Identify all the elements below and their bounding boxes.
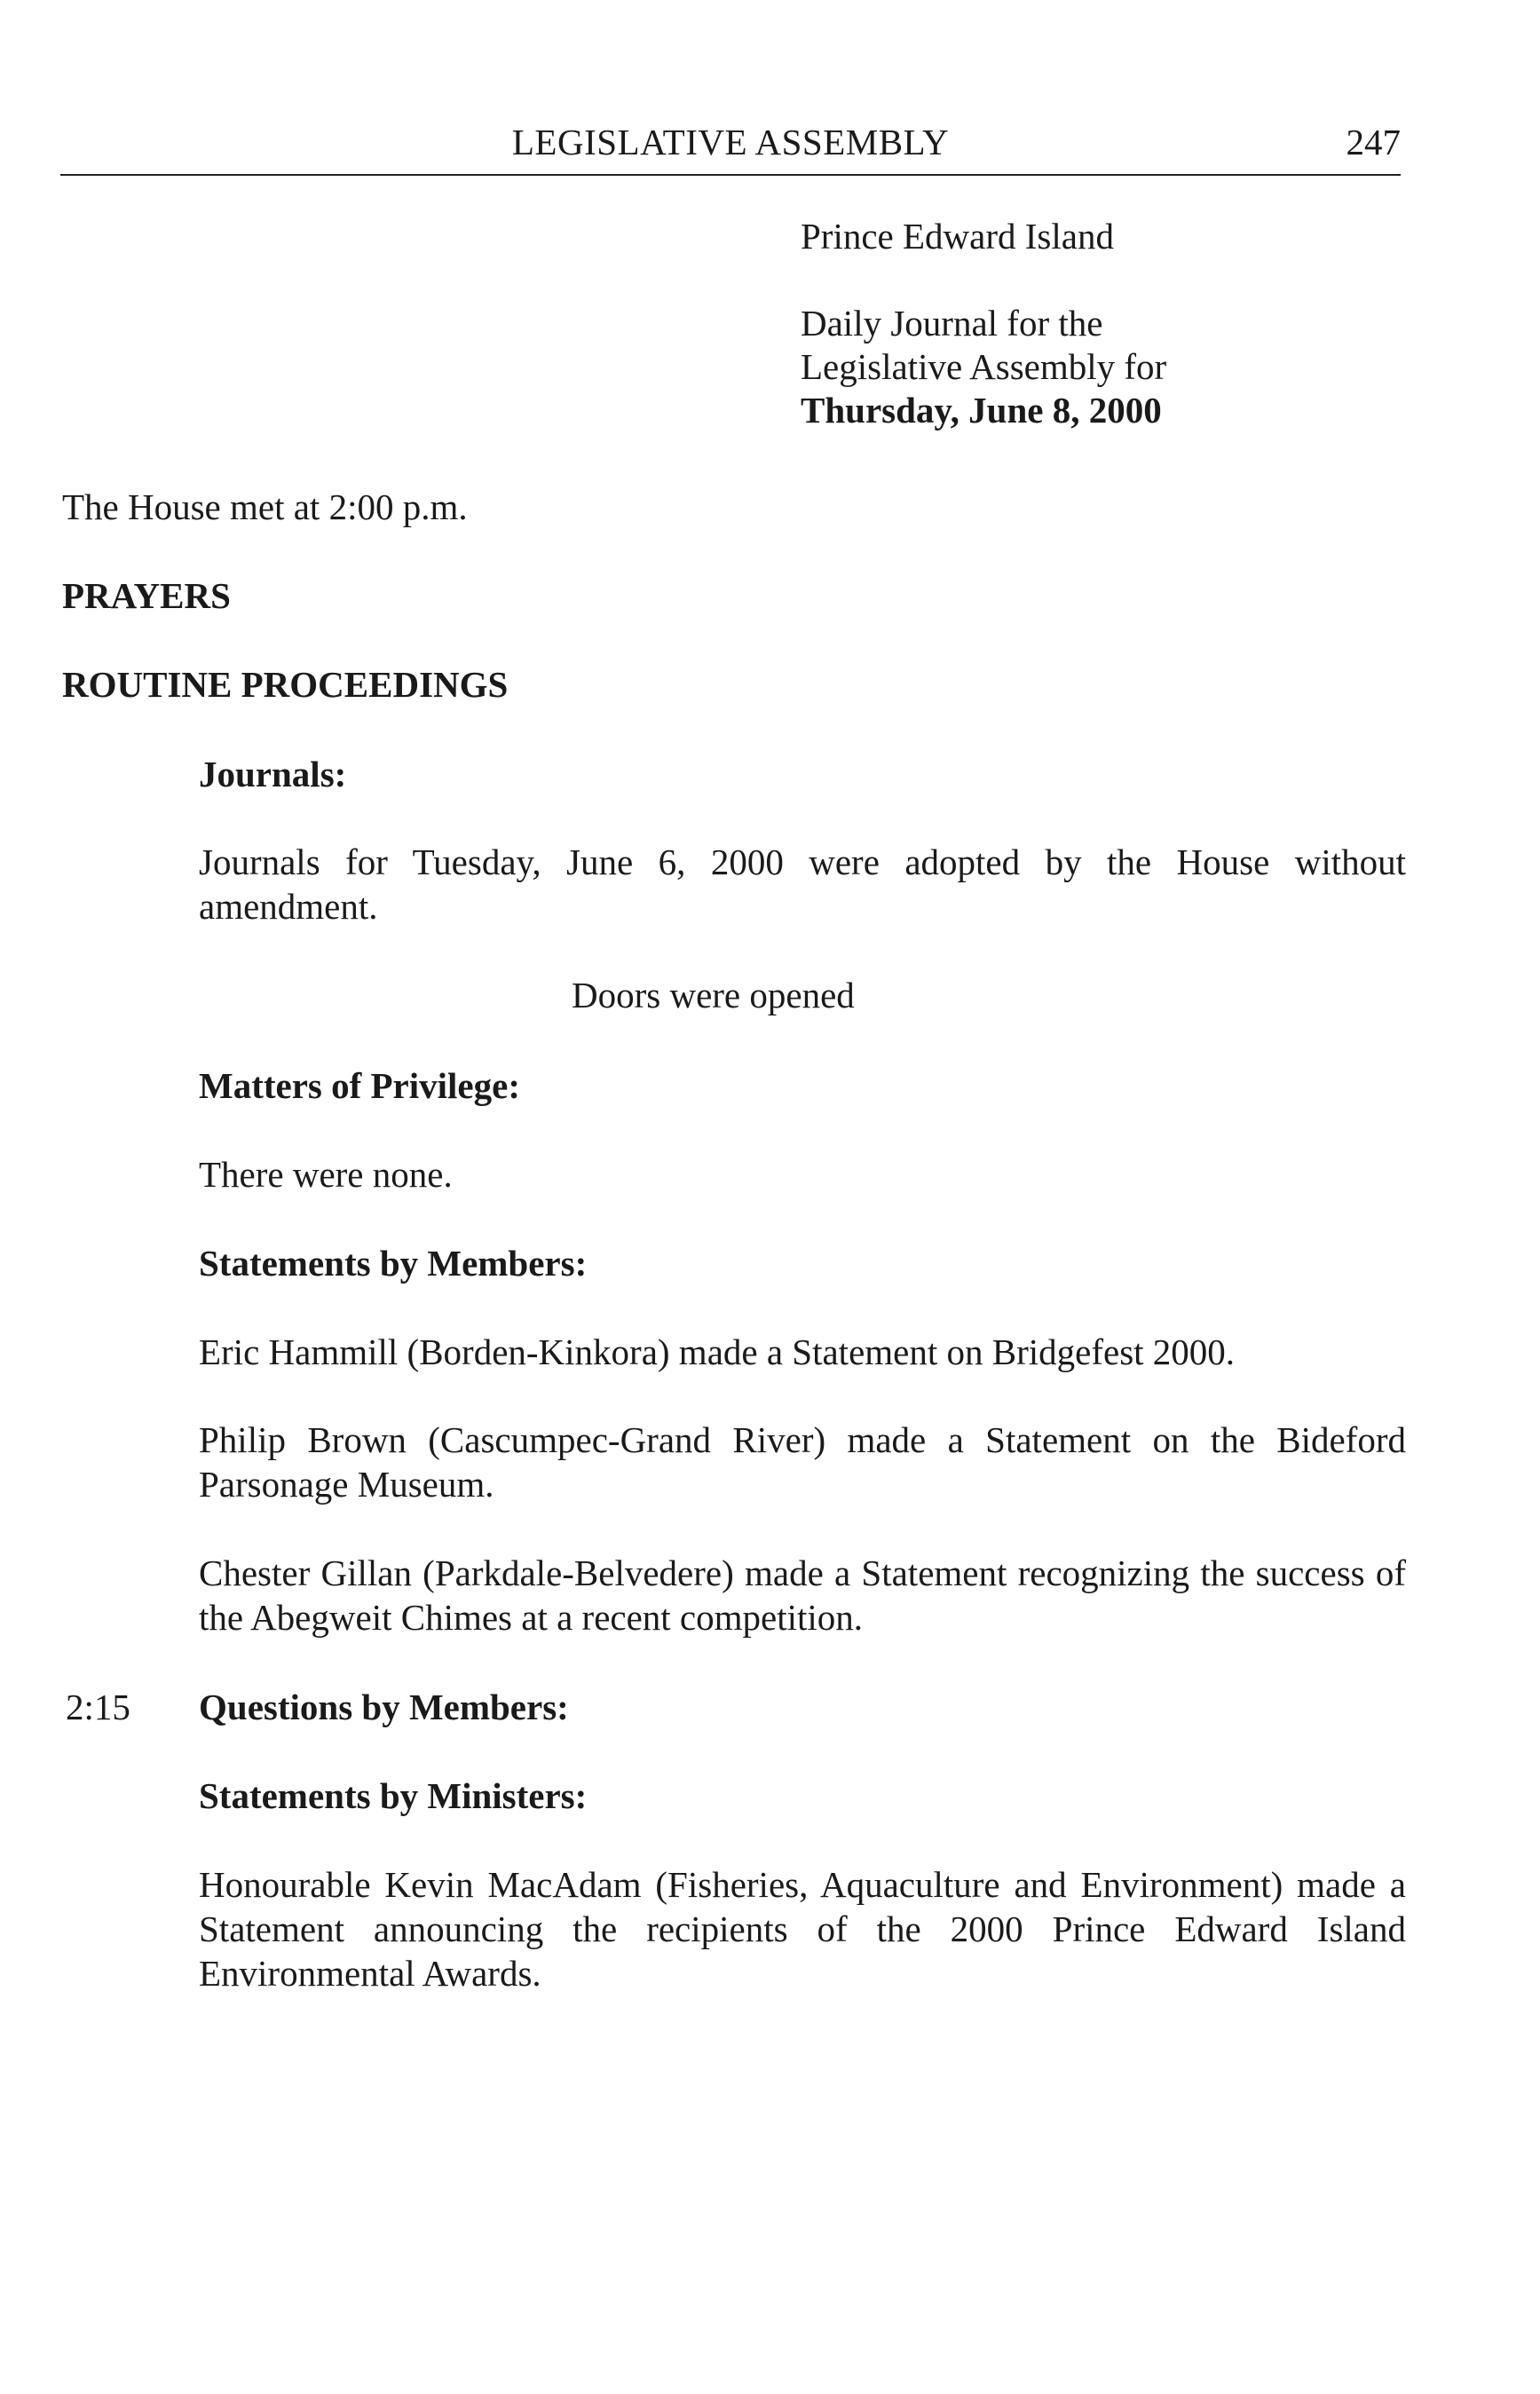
running-header — [60, 119, 1401, 176]
minister-statement-1: Honourable Kevin MacAdam (Fisheries, Aquaculture and Environment) made a Statement announcing the recipients of the 2000 Prince Edward Island Environmental Awards. — [199, 1864, 1406, 1994]
doors-opened-note: Doors were opened — [572, 975, 855, 1015]
running-title: LEGISLATIVE ASSEMBLY — [511, 122, 950, 162]
routine-proceedings-heading: ROUTINE PROCEEDINGS — [62, 664, 509, 705]
province-name: Prince Edward Island — [801, 216, 1114, 257]
member-statement-3: Chester Gillan (Parkdale-Belvedere) made a Statement recognizing the success of the Abegweit Chimes at a recent competition. — [199, 1553, 1406, 1638]
prayers-heading: PRAYERS — [62, 575, 231, 616]
minister-statements-heading: Statements by Ministers: — [199, 1775, 588, 1816]
page-number: 247 — [1346, 122, 1401, 162]
opening-text: The House met at 2:00 p.m. — [62, 486, 468, 527]
journal-title-line-2: Legislative Assembly for — [801, 346, 1167, 387]
member-statement-1: Eric Hammill (Borden-Kinkora) made a Statement on Bridgefest 2000. — [199, 1331, 1236, 1372]
questions-heading: Questions by Members: — [199, 1687, 569, 1727]
sitting-date: Thursday, June 8, 2000 — [801, 390, 1162, 431]
member-statement-2: Philip Brown (Cascumpec-Grand River) made a Statement on the Bideford Parsonage Museum. — [199, 1419, 1406, 1505]
journals-heading: Journals: — [199, 754, 347, 794]
member-statements-heading: Statements by Members: — [199, 1243, 588, 1284]
privilege-heading: Matters of Privilege: — [199, 1065, 520, 1106]
privilege-text: There were none. — [199, 1154, 453, 1195]
time-marker: 2:15 — [66, 1687, 130, 1727]
journals-text: Journals for Tuesday, June 6, 2000 were adopted by the House without amendment. — [199, 841, 1406, 927]
masthead — [801, 215, 1166, 432]
journal-title-line-1: Daily Journal for the — [801, 303, 1103, 344]
